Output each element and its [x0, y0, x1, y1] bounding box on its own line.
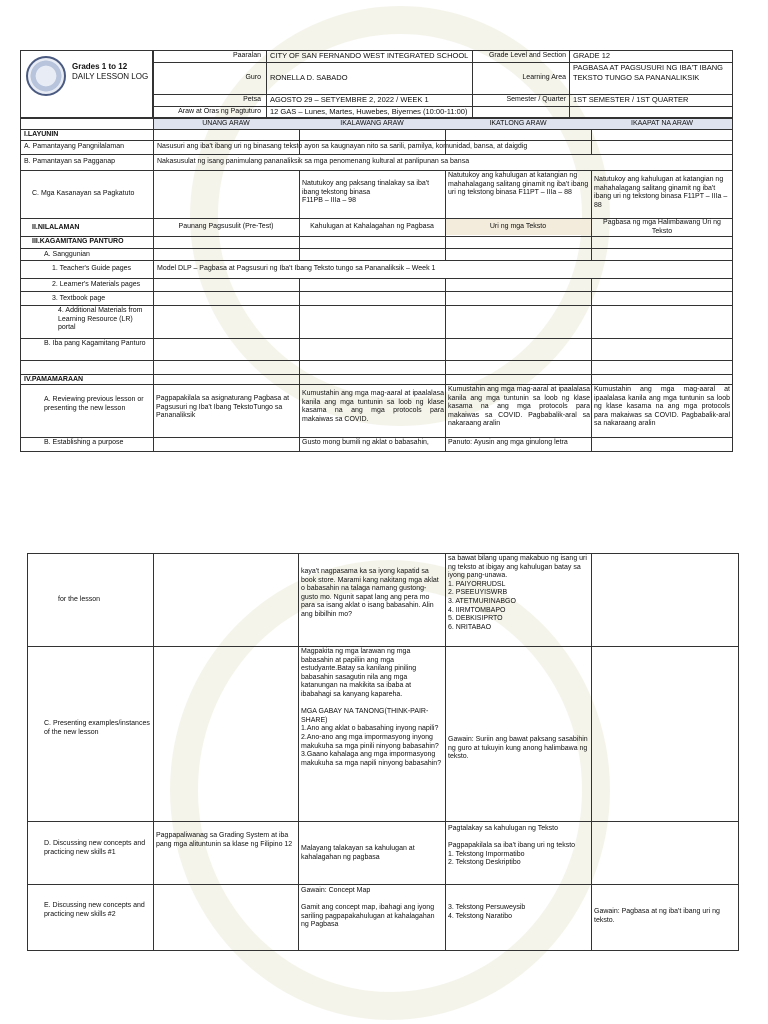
nilalaman-day1: Paunang Pagsusulit (Pre-Test) — [178, 223, 274, 230]
presenting-day2: Magpakita ng mga larawan ng mga babasahin at papiliin ang mga estudyante.Batay sa kanilang piniling babasahin sasagutin nila ang mga katanungan na makikita sa ibaba at ibabahagi sa kanyang kapareha. MGA GABAY NA TANONG(THINK-PAIR-SHARE) 1.Ano ang aklat o babasahing inyong napili? 2.Ano-ano ang mga impormasyong inyong makukuha sa mga pinili ninyong babasahin? 3.Gaano kahalaga ang mga impormasyong makukuha sa mga napili ninyong babasahin? — [301, 648, 442, 767]
iba-label: B. Iba pang Kagamitang Panturo — [44, 340, 146, 347]
review-day4: Kumustahin ang mga mag-aaral at ipaalalasa kanila ang mga tuntunin sa loob ng klase kasama na ang mga protocols para makaiwas sa COVID. Pagbabalik-aral sa nakaraang aralin — [594, 386, 730, 428]
discussing1-day2: Malayang talakayan sa kahulugan at kahalagahan ng pagbasa — [301, 845, 415, 861]
layunin-a-value: Nasusuri ang iba't ibang uri ng binasang teksto ayon sa kaugnayan nito sa sarili, pamilya, komunidad, bansa, at daigdig — [157, 143, 528, 150]
nilalaman-day2: Kahulugan at Kahalagahan ng Pagbasa — [310, 223, 434, 230]
discussing2-day4: Gawain: Pagbasa at ng iba't ibang uri ng teksto. — [594, 908, 720, 924]
discussing2-day3: 3. Tekstong Persuweysib 4. Tekstong Naratibo — [448, 904, 526, 920]
review-day3: Kumustahin ang mga mag-aaral at ipaalalasa kanila ang mga tuntunin sa loob ng klase kasama na ang mga protocols para makaiwas sa COVID. Pagbabalik-aral sa nakaraang aralin — [448, 386, 590, 428]
layunin-c-day4: Natutukoy ang kahulugan at katangian ng mahahalagang salitang ginamit ng iba't ibang uri ng tekstong binasa F11PT – IIIa – 88 — [594, 176, 728, 209]
araw-value: 12 GAS – Lunes, Martes, Huwebes, Biyernes (10:00-11:00) — [270, 107, 468, 116]
tg-label: 1. Teacher's Guide pages — [52, 265, 132, 272]
layunin-b-label: B. Pamantayan sa Pagganap — [24, 158, 116, 165]
day-header-4: IKAAPAT NA ARAW — [631, 120, 693, 127]
area-value: PAGBASA AT PAGSUSURI NG IBA'T IBANG TEKSTO TUNGO SA PANANALIKSIK — [573, 63, 723, 82]
discussing1-day1: Pagpapaliwanag sa Grading System at iba pang mga alituntunin sa klase ng Filipino 12 — [156, 832, 293, 848]
purpose-day2: kaya't nagpasama ka sa iyong kapatid sa book store. Marami kang nakitang mga aklat o babasahin na talaga namang gustong-gusto mo. Ngunit sapat lang ang pera mo para sa isang aklat o isang babasahin. Alin ang bibilhin mo? — [301, 568, 439, 618]
grade-label: Grade Level and Section — [488, 52, 566, 59]
discussing2-day2: Gawain: Concept Map Gamit ang concept map, ibahagi ang iyong sariling pagpapakahulugan at kahalagahan ng Pagbasa — [301, 887, 435, 929]
day-header-3: IKATLONG ARAW — [489, 120, 547, 127]
purpose-day3-start: Panuto: Ayusin ang mga ginulong letra — [448, 439, 568, 446]
purpose-label-cont: for the lesson — [58, 596, 101, 603]
layunin-title: I.LAYUNIN — [24, 131, 59, 138]
sanggunian-label: A. Sanggunian — [44, 251, 90, 258]
petsa-label: Petsa — [243, 96, 261, 103]
header-log-title: DAILY LESSON LOG — [72, 72, 149, 81]
guro-value: RONELLA D. SABADO — [270, 73, 348, 82]
paaralan-label: Paaralan — [232, 52, 261, 59]
guro-label: Guro — [245, 74, 261, 81]
grade-value: GRADE 12 — [573, 51, 611, 60]
header-grades: Grades 1 to 12 — [72, 62, 128, 71]
nilalaman-title: II.NILALAMAN — [32, 224, 80, 231]
lm-label: 2. Learner's Materials pages — [52, 281, 141, 288]
kagamitan-title: III.KAGAMITANG PANTURO — [32, 238, 124, 245]
presenting-label: C. Presenting examples/instances of the new lesson — [44, 720, 150, 736]
tb-label: 3. Textbook page — [52, 295, 106, 302]
tg-value: Model DLP – Pagbasa at Pagsusuri ng Iba't Ibang Teksto tungo sa Pananaliksik – Week 1 — [157, 265, 436, 272]
layunin-a-label: A. Pamantayang Pangnilalaman — [24, 143, 125, 150]
layunin-c-label: C. Mga Kasanayan sa Pagkatuto — [32, 190, 135, 197]
additional-label: 4. Additional Materials from Learning Resource (LR) portal — [58, 307, 143, 332]
deped-seal-icon — [26, 56, 66, 96]
semester-label: Semester / Quarter — [506, 96, 566, 103]
area-label: Learning Area — [522, 74, 566, 81]
presenting-day3: Gawain: Suriin ang bawat paksang sasabihin ng guro at tukuyin kung anong halimbawa ng teksto. — [448, 736, 588, 761]
nilalaman-day3: Uri ng mga Teksto — [489, 223, 547, 230]
review-day1: Pagpapakilala sa asignaturang Pagbasa at Pagsusuri ng Iba't Ibang TekstoTungo sa Pananaliksik — [156, 395, 290, 420]
purpose-day3: sa bawat bilang upang makabuo ng isang uri ng teksto at ibigay ang kahulugan batay sa iyong pang-unawa. 1. PAIYORRUDSL 2. PSEEUYISWRB 3. ATETMURINABGO 4. IIRMTOMBAPO 5. DEBKISIPRTO 6. NRITABAO — [448, 555, 587, 631]
paaralan-value: CITY OF SAN FERNANDO WEST INTEGRATED SCHOOL — [270, 51, 469, 60]
day-header-1: UNANG ARAW — [202, 120, 250, 127]
nilalaman-day4: Pagbasa ng mga Halimbawang Uri ng Teksto — [603, 219, 721, 235]
petsa-value: AGOSTO 29 – SETYEMBRE 2, 2022 / WEEK 1 — [270, 95, 429, 104]
review-label: A. Reviewing previous lesson or presenting the new lesson — [44, 396, 144, 412]
layunin-c-day3: Natutukoy ang kahulugan at katangian ng mahahalagang salitang ginamit ng iba't ibang uri ng tekstong binasa F11PT – IIIa – 88 — [448, 172, 589, 197]
discussing1-label: D. Discussing new concepts and practicing new skills #1 — [44, 840, 146, 856]
layunin-b-value: Nakasusulat ng isang panimulang pananaliksik sa mga penomenang kultural at panlipunan sa bansa — [157, 158, 470, 165]
day-header-2: IKALAWANG ARAW — [340, 120, 404, 127]
discussing1-day3: Pagtalakay sa kahulugan ng Teksto Pagpapakilala sa iba't ibang uri ng teksto 1. Tekstong Impormatibo 2. Tekstong Deskriptibo — [448, 825, 576, 867]
review-day2: Kumustahin ang mga mag-aaral at ipaalalasa kanila ang mga tuntunin sa loob ng klase kasama na ang mga protocols para makaiwas sa COVID. — [302, 390, 444, 423]
semester-value: 1ST SEMESTER / 1ST QUARTER — [573, 95, 689, 104]
purpose-label: B. Establishing a purpose — [44, 439, 124, 446]
pamamaraan-title: IV.PAMAMARAAN — [24, 376, 84, 383]
purpose-day2-start: Gusto mong bumili ng aklat o babasahin, — [302, 439, 429, 446]
discussing2-label: E. Discussing new concepts and practicing new skills #2 — [44, 902, 145, 918]
araw-label: Araw at Oras ng Pagtuturo — [178, 108, 261, 115]
layunin-c-day2: Natutukoy ang paksang tinalakay sa iba't ibang tekstong binasa F11PB – IIIa – 98 — [302, 180, 430, 205]
